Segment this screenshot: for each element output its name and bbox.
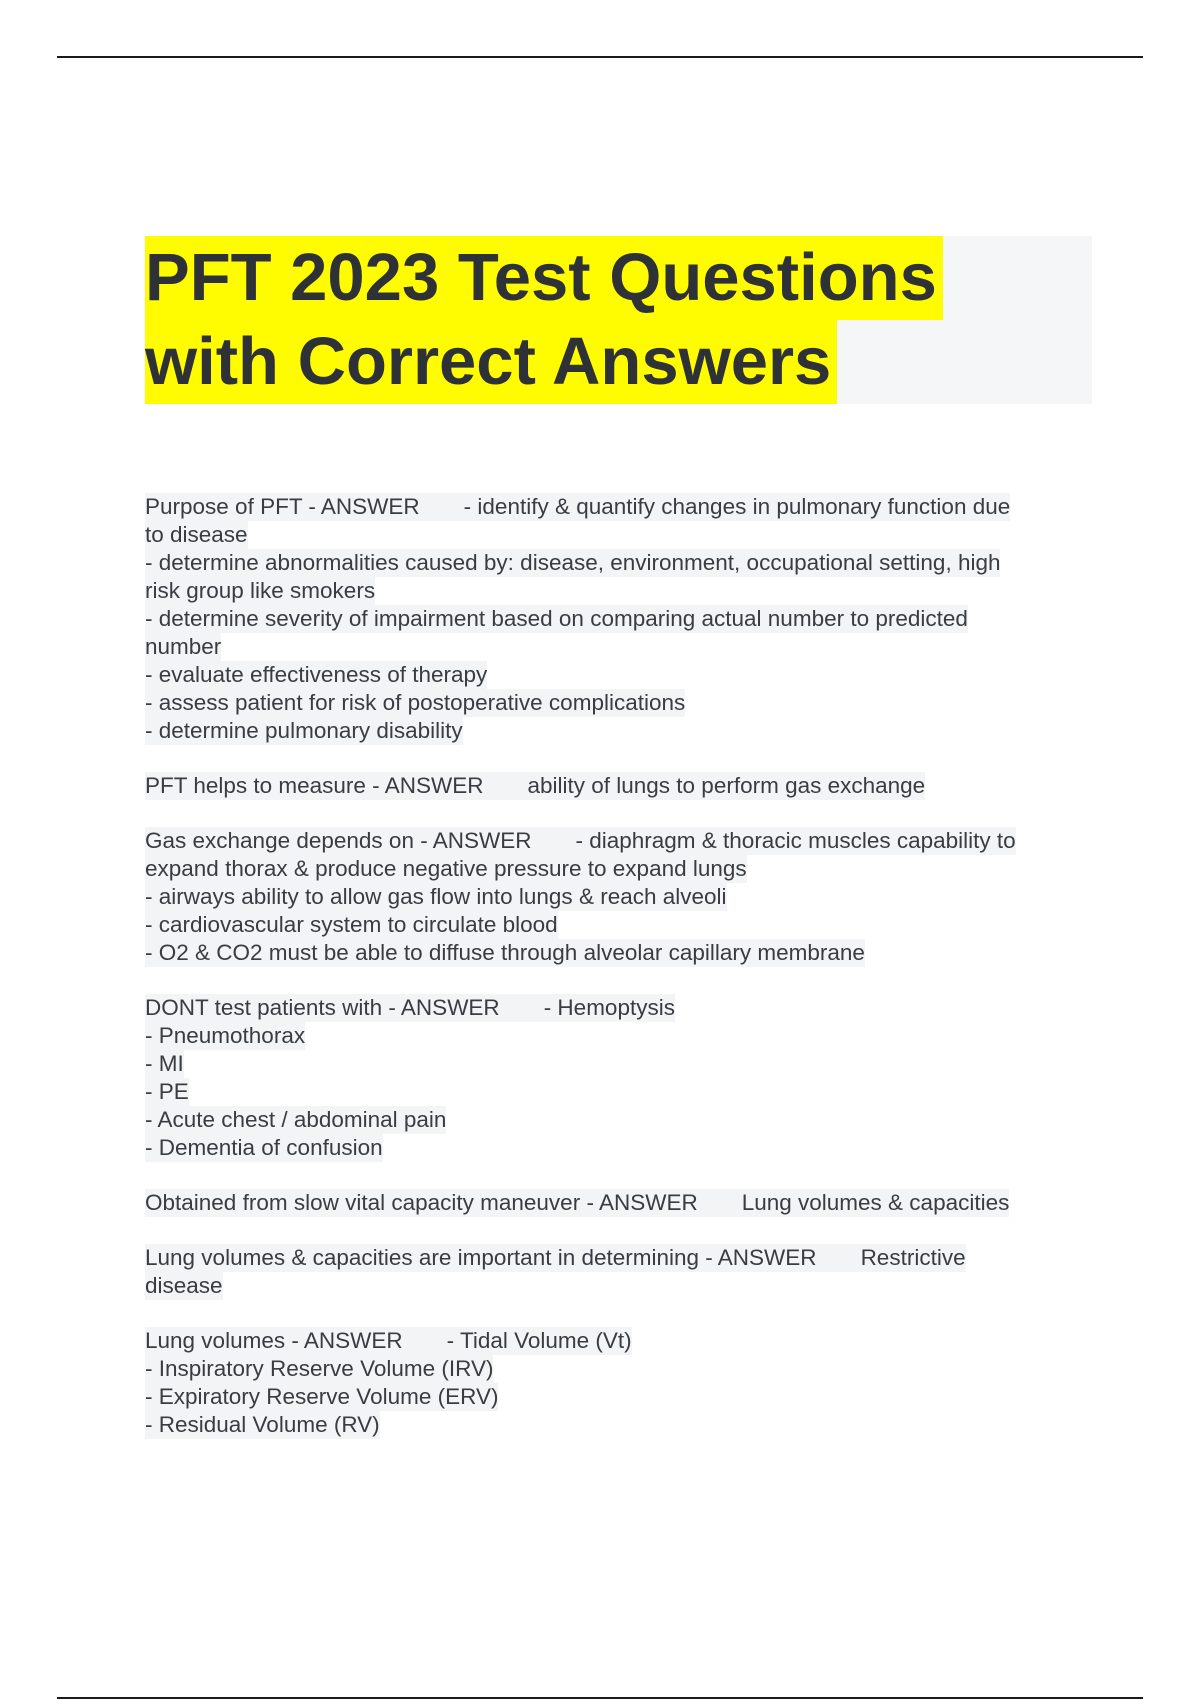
answer-line: - PE [145,1079,189,1104]
answer-line: number [145,634,222,659]
answer-line: - Dementia of confusion [145,1135,383,1160]
qa-item [145,772,1095,800]
qa-first-line [145,1244,966,1272]
answer-line: disease [145,1273,223,1298]
answer-line: - Expiratory Reserve Volume (ERV) [145,1384,499,1409]
answer-text: Restrictive [860,1245,966,1270]
question-text: Obtained from slow vital capacity maneuver - ANSWER [145,1190,698,1215]
title-block [145,236,1092,404]
answer-line: - Inspiratory Reserve Volume (IRV) [145,1356,494,1381]
answer-text: Lung volumes & capacities [741,1190,1010,1215]
answer-text: - identify & quantify changes in pulmonary function due [463,494,1011,519]
answer-text: ability of lungs to perform gas exchange [527,773,926,798]
question-text: DONT test patients with - ANSWER [145,995,500,1020]
answer-text: - Tidal Volume (Vt) [446,1328,632,1353]
question-text: Gas exchange depends on - ANSWER [145,828,532,853]
qa-first-line [145,1189,1009,1217]
answer-line: - Residual Volume (RV) [145,1412,380,1437]
qa-item [145,827,1095,967]
answer-text: - diaphragm & thoracic muscles capability to [575,828,1016,853]
qa-item [145,1327,1095,1439]
question-text: Lung volumes - ANSWER [145,1328,403,1353]
qa-first-line [145,493,1010,521]
answer-line: - determine abnormalities caused by: disease, environment, occupational setting, high [145,550,1001,575]
qa-list [145,493,1095,1466]
answer-line: - airways ability to allow gas flow into lungs & reach alveoli [145,884,727,909]
answer-line: - cardiovascular system to circulate blood [145,912,558,937]
qa-item [145,493,1095,745]
answer-line: - MI [145,1051,184,1076]
answer-line: - evaluate effectiveness of therapy [145,662,488,687]
top-rule [57,56,1143,58]
answer-line: to disease [145,522,248,547]
qa-first-line [145,994,675,1022]
document-title-line-2: with Correct Answers [145,320,837,404]
qa-item [145,1244,1095,1300]
question-text: Purpose of PFT - ANSWER [145,494,420,519]
question-text: PFT helps to measure - ANSWER [145,773,484,798]
answer-line: risk group like smokers [145,578,376,603]
qa-first-line [145,772,925,800]
answer-line: - O2 & CO2 must be able to diffuse through alveolar capillary membrane [145,940,865,965]
answer-line: expand thorax & produce negative pressure to expand lungs [145,856,747,881]
bottom-rule [57,1697,1143,1699]
answer-line: - determine pulmonary disability [145,718,463,743]
qa-item [145,1189,1095,1217]
answer-line: - assess patient for risk of postoperative complications [145,690,686,715]
answer-line: - Acute chest / abdominal pain [145,1107,447,1132]
document-title-line-1: PFT 2023 Test Questions [145,236,943,320]
answer-line: - Pneumothorax [145,1023,306,1048]
qa-item [145,994,1095,1162]
answer-text: - Hemoptysis [543,995,675,1020]
qa-first-line [145,1327,632,1355]
qa-first-line [145,827,1016,855]
answer-line: - determine severity of impairment based on comparing actual number to predicted [145,606,968,631]
question-text: Lung volumes & capacities are important in determining - ANSWER [145,1245,817,1270]
